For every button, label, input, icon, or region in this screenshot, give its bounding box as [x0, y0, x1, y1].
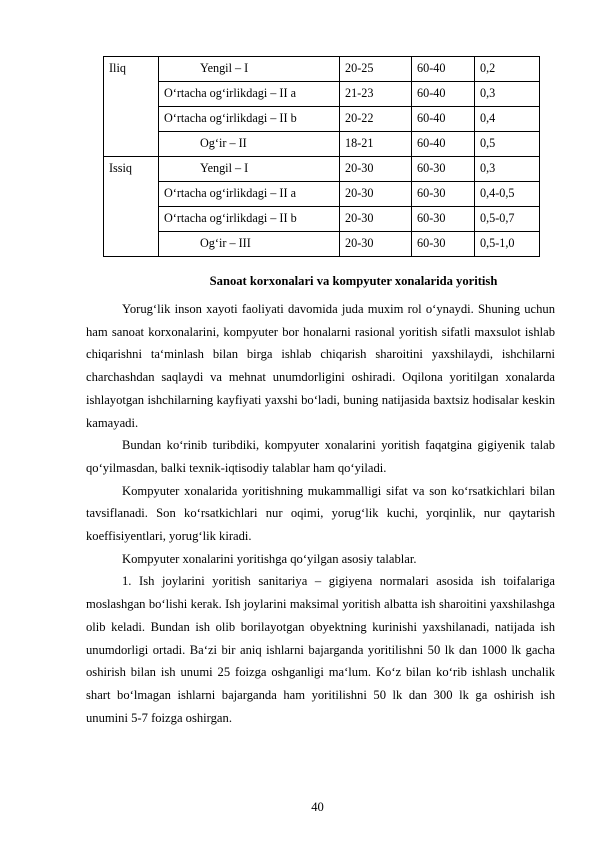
table-cell-velocity: 0,5-1,0	[475, 232, 540, 257]
table-cell-humidity: 60-30	[412, 207, 475, 232]
body-text	[86, 298, 555, 729]
table-cell-temperature: 20-30	[340, 207, 412, 232]
paragraph: Kompyuter xonalarini yoritishga qo‘yilgan asosiy talablar.	[122, 551, 417, 566]
norms-table	[103, 56, 540, 257]
table-cell-velocity: 0,3	[475, 157, 540, 182]
table-cell-temperature: 20-22	[340, 107, 412, 132]
table-cell-humidity: 60-40	[412, 57, 475, 82]
table-cell-temperature: 20-30	[340, 157, 412, 182]
table-cell-humidity: 60-40	[412, 132, 475, 157]
table-cell-temperature: 20-30	[340, 182, 412, 207]
table-cell-temperature: 21-23	[340, 82, 412, 107]
table-cell-humidity: 60-30	[412, 182, 475, 207]
table-row	[104, 207, 540, 232]
table-cell-temperature: 20-25	[340, 57, 412, 82]
table-cell-category: Issiq	[104, 157, 159, 257]
table-cell-temperature: 18-21	[340, 132, 412, 157]
table-cell-grade: O‘rtacha og‘irlikdagi – II b	[159, 207, 340, 232]
table-cell-category: Iliq	[104, 57, 159, 157]
table-cell-velocity: 0,5-0,7	[475, 207, 540, 232]
table-cell-grade: Yengil – I	[159, 57, 340, 82]
table-cell-humidity: 60-30	[412, 232, 475, 257]
table-cell-grade: Og‘ir – II	[159, 132, 340, 157]
section-title: Sanoat korxonalari va kompyuter xonalarida yoritish	[209, 274, 498, 288]
table-row	[104, 57, 540, 82]
table-cell-humidity: 60-30	[412, 157, 475, 182]
table-cell-grade: O‘rtacha og‘irlikdagi – II a	[159, 182, 340, 207]
table-row	[104, 232, 540, 257]
table-row	[104, 182, 540, 207]
paragraph: Kompyuter xonalarida yoritishning mukammalligi sifat va son ko‘rsatkichlari bilan tavsiflanadi. Son ko‘rsatkichlari nur oqimi, yorug‘lik kuchi, yorqinlik, nur qaytarish koeffisiyentlari, yorug‘lik kiradi.	[86, 483, 555, 544]
table-cell-velocity: 0,4-0,5	[475, 182, 540, 207]
table-row	[104, 157, 540, 182]
table-cell-velocity: 0,4	[475, 107, 540, 132]
table-row	[104, 82, 540, 107]
paragraph: Yorug‘lik inson xayoti faoliyati davomida juda muxim rol o‘ynaydi. Shuning uchun ham sanoat korxonalarini, kompyuter bor honalarni rasional yoritish sifatli maxsulot ishlab chiqarishni ta‘minlash bilan birga ishlab chiqarish sharoitini yaxshilaydi, ishchilarni charchashdan saqlaydi va mehnat unumdorligini oshiradi. Oqilona yoritilgan xonalarda ishlayotgan ishchilarning kayfiyati yaxshi bo‘ladi, buning natijasida baxtsiz hodisalar keskin kamayadi.	[86, 302, 555, 430]
table-cell-grade: O‘rtacha og‘irlikdagi – II b	[159, 107, 340, 132]
table-cell-grade: Og‘ir – III	[159, 232, 340, 257]
table-row	[104, 107, 540, 132]
table-cell-grade: Yengil – I	[159, 157, 340, 182]
table-cell-grade: O‘rtacha og‘irlikdagi – II a	[159, 82, 340, 107]
paragraph: Bundan ko‘rinib turibdiki, kompyuter xonalarini yoritish faqatgina gigiyenik talab qo‘yilmasdan, balki texnik-iqtisodiy talablar ham qo‘yiladi.	[86, 438, 555, 475]
table-cell-humidity: 60-40	[412, 82, 475, 107]
page-number: 40	[311, 800, 324, 814]
table-cell-temperature: 20-30	[340, 232, 412, 257]
table-cell-velocity: 0,2	[475, 57, 540, 82]
table-row	[104, 132, 540, 157]
table-cell-velocity: 0,3	[475, 82, 540, 107]
table-cell-velocity: 0,5	[475, 132, 540, 157]
norms-table-body	[104, 57, 540, 257]
table-cell-humidity: 60-40	[412, 107, 475, 132]
paragraph: 1. Ish joylarini yoritish sanitariya – gigiyena normalari asosida ish toifalariga moslashgan bo‘lishi kerak. Ish joylarini maksimal yoritish albatta ish sharoitini yaxshilashga olib keladi. Bundan ish olib borilayotgan obyektning kurinishi yaxshilanadi, natijada ish unumdorligi ortadi. Ba‘zi bir aniq ishlarni bajarganda yoritilishni 50 lk dan 1000 lk gacha oshirish bilan ish unumi 25 foizga oshganligi ma‘lum. Ko‘z bilan ko‘rib ishlash unchalik shart bo‘lmagan ishlarni bajarganda ham yoritilishni 50 lk dan 300 lk ga oshirish ish unumini 5-7 foizga oshirgan.	[86, 574, 555, 725]
